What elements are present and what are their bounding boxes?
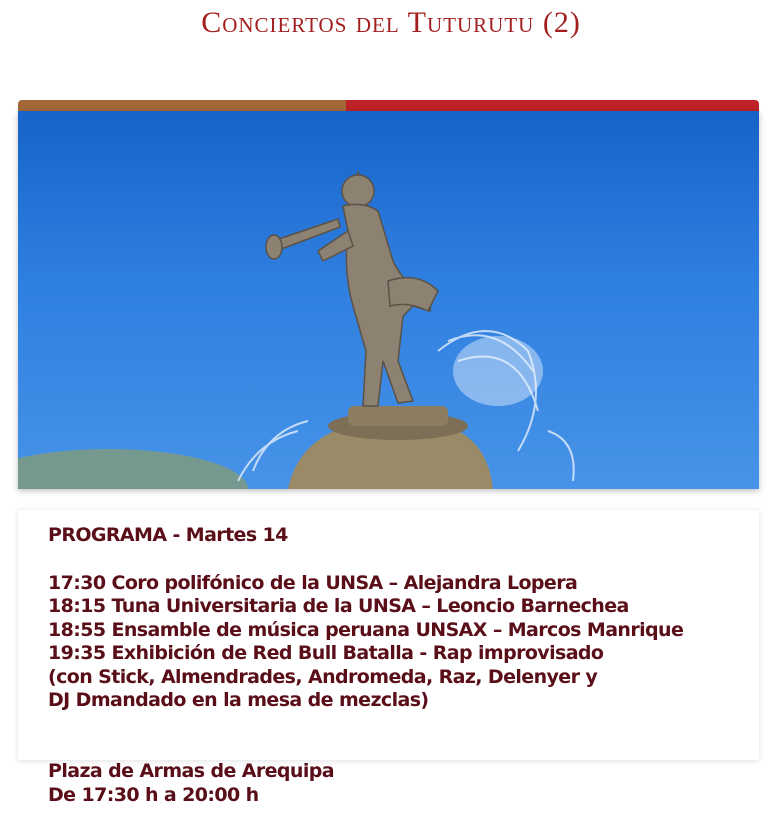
statue-illustration: [18, 111, 759, 489]
program-heading: PROGRAMA - Martes 14: [48, 524, 288, 546]
accent-bar-left: [18, 100, 346, 111]
statue-figure: [266, 171, 438, 406]
program-line: 19:35 Exhibición de Red Bull Batalla - Rap improvisado: [48, 642, 604, 664]
program-line: (con Stick, Almendrades, Andromeda, Raz, Delenyer y: [48, 666, 598, 688]
accent-bar: [18, 100, 759, 111]
venue-place: Plaza de Armas de Arequipa: [48, 760, 334, 782]
accent-bar-right: [346, 100, 759, 111]
page-title: Conciertos del Tuturutu (2): [201, 6, 581, 39]
program-line: 17:30 Coro polifónico de la UNSA – Alejandra Lopera: [48, 572, 578, 594]
program-line: DJ Dmandado en la mesa de mezclas): [48, 689, 429, 711]
venue-time: De 17:30 h a 20:00 h: [48, 784, 259, 806]
tuturutu-statue-photo: [18, 111, 759, 489]
foliage: [18, 449, 248, 489]
program-line: 18:55 Ensamble de música peruana UNSAX – Marcos Manrique: [48, 619, 684, 641]
program-line: 18:15 Tuna Universitaria de la UNSA – Leoncio Barnechea: [48, 595, 629, 617]
